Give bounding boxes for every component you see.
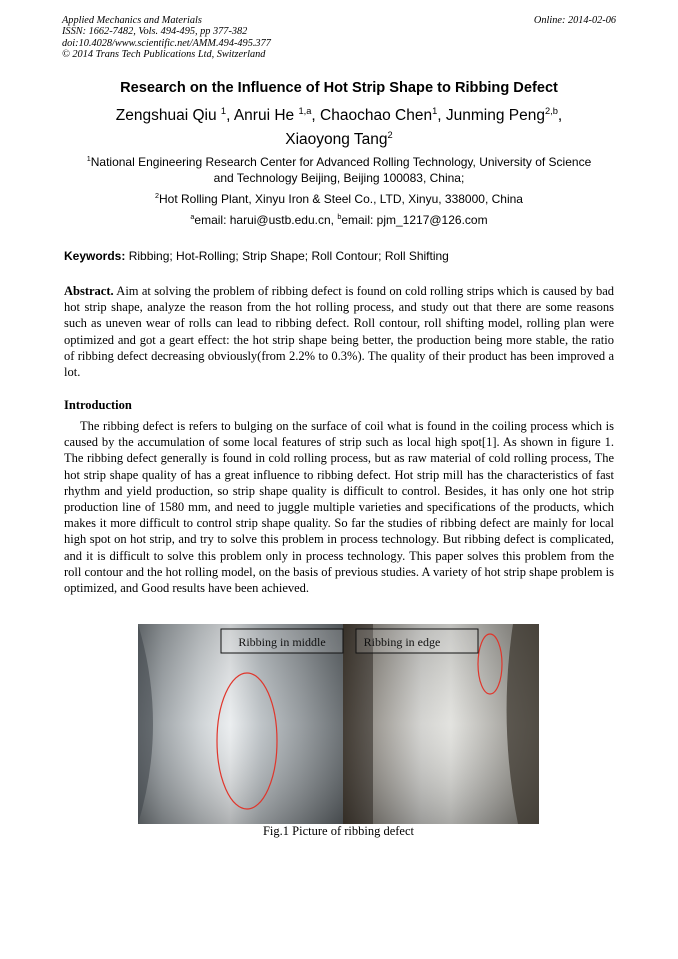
author-sup: 1 <box>220 105 227 116</box>
introduction-heading: Introduction <box>64 398 132 412</box>
label-box-middle <box>221 629 343 653</box>
keywords <box>64 249 616 263</box>
author-list: Zengshuai Qiu $^1$, Anrui He $^{1,a}$, Chaochao Chen$^1$, Junming Peng$^{2,b}$, Xiaoyong Tang$^2$ <box>115 105 563 148</box>
email-b: email: pjm_1217@126.com <box>341 213 488 227</box>
author-name: Anrui He <box>233 107 295 124</box>
author-name: Junming Peng <box>445 107 545 124</box>
affiliation-1 <box>40 155 638 186</box>
affiliation-2-text: Hot Rolling Plant, Xinyu Iron & Steel Co., LTD, Xinyu, 338000, China <box>159 192 523 206</box>
email-sup-a: a <box>190 212 195 221</box>
author-sup: 2 <box>387 129 393 140</box>
paper-title: Research on the Influence of Hot Strip Shape to Ribbing Defect <box>120 80 558 96</box>
label-ribbing-middle: Ribbing in middle <box>238 635 326 649</box>
affiliation-sup: 1 <box>86 154 91 163</box>
affiliation-2 <box>40 192 638 208</box>
page-header <box>62 15 616 60</box>
label-box-edge <box>356 629 478 653</box>
affiliation-sup: 2 <box>155 191 159 200</box>
email-line <box>40 213 638 229</box>
abstract-label: Abstract. <box>64 284 114 298</box>
author-name: Zengshuai Qiu <box>115 107 217 124</box>
affiliation-1-line-2: and Technology Beijing, Beijing 100083, China; <box>213 170 465 185</box>
email-a: email: harui@ustb.edu.cn, <box>194 213 338 227</box>
keywords-label: Keywords: <box>64 249 126 263</box>
abstract <box>64 283 614 380</box>
introduction-text: The ribbing defect is refers to bulging on the surface of coil what is found in the coiling process which is caused by the accumulation of some local features of strip such as local high spot[1]. As shown in figure 1. The ribbing defect generally is found in cold rolling process, but as raw material of cold rolling process, The hot strip shape quality of has a great influence to ribbing defect. Hot strip mill has the characteristics of fast rhythm and yield production, so strip shape quality is difficult to control. Besides, it has only one hot strip production line of 1580 mm, and need to juggle multiple varieties and specifications of the products, which makes it more difficult to control strip shape quality. So far the studies of ribbing defect are mainly for local high spot on hot strip, and try to solve this problem in process technology. But ribbing defect is complicated, and it is difficult to solve this problem only in process technology. This paper solves this problem from the roll contour and the hot rolling model, on the basis of previous studies. A variety of hot strip shape problem is optimized, and Good results have been achieved. <box>64 419 614 596</box>
figure-caption: Fig.1 Picture of ribbing defect <box>262 824 414 838</box>
coil-photo <box>138 624 539 824</box>
issn-line: ISSN: 1662-7482, Vols. 494-495, pp 377-382 <box>62 26 248 38</box>
affiliation-1-line-1: National Engineering Research Center for Advanced Rolling Technology, University of Science <box>90 155 592 169</box>
email-sup-b: b <box>337 212 342 221</box>
journal-name: Applied Mechanics and Materials <box>62 15 202 26</box>
online-date: Online: 2014-02-06 <box>533 15 616 26</box>
abstract-text: Aim at solving the problem of ribbing defect is found on cold rolling strips which is caused by bad hot strip shape, analyze the reason from the hot rolling process, and study out that there are some reasons such as uneven wear of rolls can lead to ribbing defect. Roll contour, roll shifting model, rolling plan were optimized and got a geart effect: the hot strip shape being better, the production being more stable, the ratio of ribbing defect decreasing obviously(from 2.2% to 0.3%). The quality of their product has been improved a lot. <box>64 284 614 380</box>
doi-line: doi:10.4028/www.scientific.net/AMM.494-495.377 <box>62 37 271 49</box>
ribbing-defect-figure <box>138 624 539 824</box>
author-sup: 1 <box>432 105 438 116</box>
author-sup: 2,b <box>544 105 558 116</box>
label-ribbing-edge: Ribbing in edge <box>363 635 441 649</box>
author-name: Chaochao Chen <box>320 107 433 124</box>
author-name: Xiaoyong Tang <box>285 131 388 148</box>
author-sup: 1,a <box>298 105 312 116</box>
keywords-text: Ribbing; Hot-Rolling; Strip Shape; Roll Contour; Roll Shifting <box>125 249 449 263</box>
copyright-line: © 2014 Trans Tech Publications Ltd, Switzerland <box>62 48 266 60</box>
